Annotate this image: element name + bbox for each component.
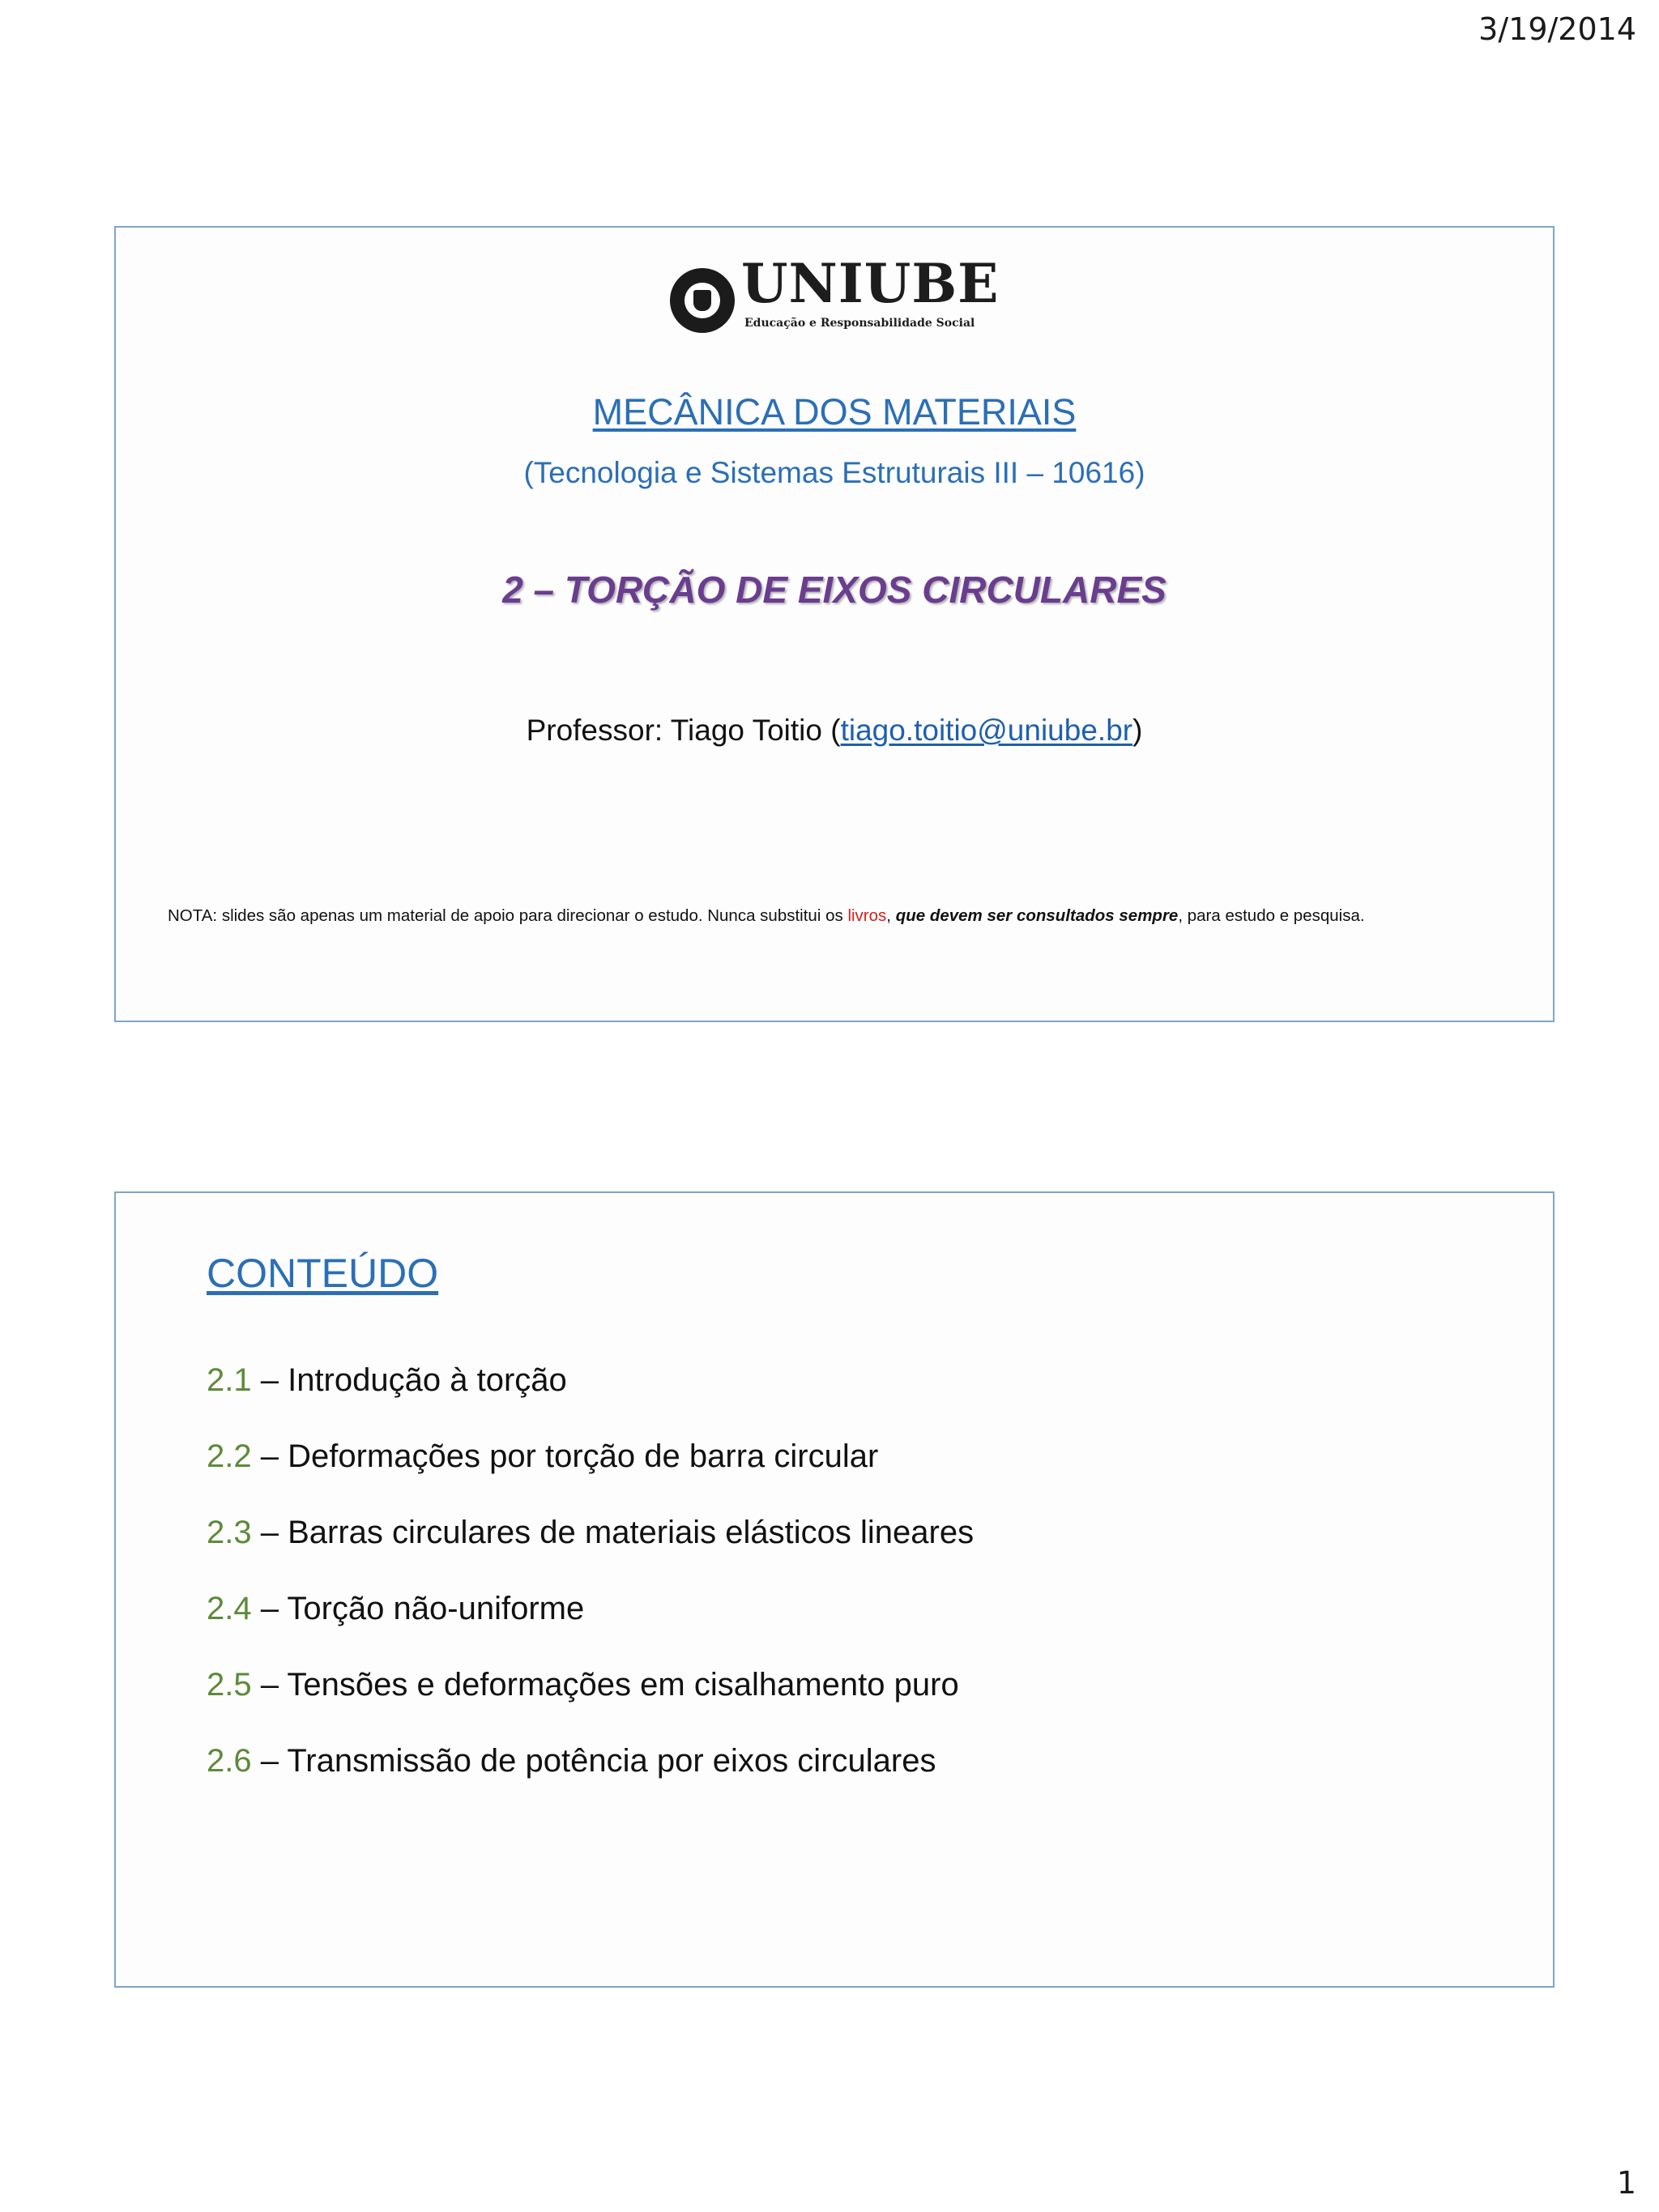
note-text-3: , para estudo e pesquisa.	[1178, 906, 1365, 925]
contents-list	[207, 1362, 974, 1818]
item-text: – Torção não-uniforme	[251, 1591, 585, 1626]
note-livros: livros	[847, 906, 887, 925]
professor-email-link[interactable]: tiago.toitio@uniube.br	[840, 714, 1133, 747]
contents-item	[207, 1590, 974, 1666]
professor-suffix: )	[1132, 714, 1143, 747]
logo-wordmark: UNIUBE	[741, 252, 1000, 315]
chapter-title: 2 – TORÇÃO DE EIXOS CIRCULARES	[502, 569, 1166, 611]
uniube-logo	[670, 252, 1000, 335]
course-subtitle: (Tecnologia e Sistemas Estruturais III – 10616)	[523, 456, 1145, 489]
contents-slide	[114, 1191, 1555, 1988]
note-emphasis: que devem ser consultados sempre	[895, 906, 1179, 925]
professor-label: Professor: Tiago Toitio (	[526, 714, 841, 747]
item-text: – Deformações por torção de barra circular	[251, 1438, 879, 1474]
item-text: – Transmissão de potência por eixos circulares	[251, 1743, 936, 1779]
note-text-2: ,	[886, 906, 896, 925]
item-number: 2.3	[207, 1515, 252, 1550]
contents-item	[207, 1742, 974, 1818]
contents-item	[207, 1514, 974, 1590]
study-note	[168, 906, 1545, 926]
page-date: 3/19/2014	[1478, 11, 1636, 47]
note-text-1: NOTA: slides são apenas um material de apoio para direcionar o estudo. Nunca substitui os	[168, 906, 848, 925]
item-text: – Barras circulares de materiais elásticos lineares	[251, 1515, 975, 1550]
professor-line	[116, 714, 1553, 748]
item-number: 2.6	[207, 1743, 252, 1779]
course-title: MECÂNICA DOS MATERIAIS	[592, 391, 1077, 433]
contents-item	[207, 1438, 974, 1514]
item-text: – Introdução à torção	[251, 1362, 567, 1398]
contents-item	[207, 1362, 974, 1438]
logo-tagline: Educação e Responsabilidade Social	[744, 317, 975, 330]
title-slide	[114, 226, 1555, 1022]
page-number: 1	[1616, 2165, 1636, 2201]
item-text: – Tensões e deformações em cisalhamento puro	[251, 1667, 959, 1703]
item-number: 2.1	[207, 1362, 252, 1398]
uniube-emblem-icon	[670, 268, 735, 333]
item-number: 2.2	[207, 1438, 252, 1474]
item-number: 2.4	[207, 1591, 252, 1626]
contents-item	[207, 1666, 974, 1742]
contents-title: CONTEÚDO	[207, 1251, 439, 1296]
item-number: 2.5	[207, 1667, 252, 1703]
